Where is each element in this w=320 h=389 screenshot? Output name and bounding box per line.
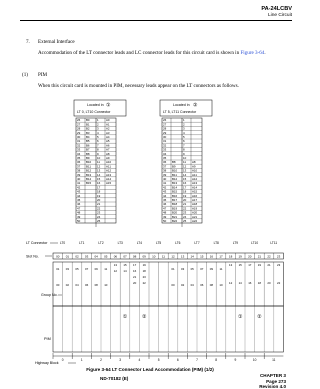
lt-label: LT8 <box>213 241 219 245</box>
pin-cell: A11 <box>106 164 111 169</box>
lt-label: LT0 <box>59 241 66 245</box>
slot-number: 14 <box>190 254 194 259</box>
slot-number: 15 <box>200 254 204 259</box>
lt-connector-label: LT Connector <box>26 241 48 245</box>
group-number: 04 <box>75 283 79 287</box>
group-number: 18 <box>257 281 262 285</box>
pin-cell: 50 <box>163 219 167 223</box>
pin-cell: 37 <box>163 164 167 169</box>
pin-cell: 23 <box>97 210 101 215</box>
group-number: 08 <box>94 283 98 287</box>
group-number: 19 <box>142 263 146 267</box>
footer-revision: Revision 4.0 <box>259 384 286 389</box>
pin-cell: A15 <box>192 189 198 194</box>
highway-area <box>35 353 283 365</box>
pin-cell: B19 <box>172 206 178 211</box>
slot-label: Slot No. <box>26 254 39 259</box>
pin-cell: 14 <box>183 172 187 177</box>
pin-cell: 37 <box>77 164 81 169</box>
group-number: 12 <box>113 269 118 273</box>
group-number: 00 <box>171 283 175 287</box>
group-number: 13 <box>228 263 233 267</box>
lt-label: LT1 <box>79 241 85 245</box>
lt-label: LT5 <box>155 241 162 245</box>
pin-cell: 48 <box>77 210 81 215</box>
highway-label: Highway Block <box>35 361 59 365</box>
group-number: 14 <box>123 269 127 273</box>
group-number: 17 <box>248 263 252 267</box>
pin-cell: 15 <box>183 177 187 181</box>
group-number: 02 <box>180 283 185 287</box>
pin-cell: 24 <box>183 214 187 219</box>
group-label: Group No. <box>41 293 58 297</box>
pin-cell: 19 <box>183 193 187 198</box>
pin-cell: B11 <box>172 172 177 177</box>
pin-cell: 25 <box>97 219 101 223</box>
subsection-text: When this circuit card is mounted in PIM, necessary leads appear on the LT connectors as follows. <box>38 83 239 89</box>
figure-link[interactable]: Figure 3-64 <box>240 50 265 56</box>
pin-cell: 41 <box>163 181 167 186</box>
pin-cell: 49 <box>77 214 81 219</box>
pin-cell: 8 <box>97 147 99 152</box>
pin-cell: B9 <box>172 164 176 169</box>
pin-cell: 35 <box>77 156 81 160</box>
pin-cell: A3 <box>106 130 110 135</box>
group-number: 10 <box>219 283 223 287</box>
pin-cell: B22 <box>172 219 178 223</box>
lt-label: LT4 <box>136 241 143 245</box>
pin-cell: A8 <box>106 151 110 156</box>
pin-cell: 48 <box>163 210 167 215</box>
pin-cell: A9 <box>192 164 196 169</box>
pin-cell: 17 <box>183 185 187 190</box>
highway-number: 6 <box>176 358 179 362</box>
group-number: 16 <box>248 281 252 285</box>
pin-cell: 40 <box>163 177 167 181</box>
slot-number: 04 <box>94 254 98 259</box>
group-number: 18 <box>142 269 146 273</box>
pin-cell: 21 <box>183 202 187 207</box>
lt-label: LT3 <box>117 241 123 245</box>
pim-circle: ① <box>237 314 243 320</box>
group-number: 11 <box>219 267 223 271</box>
pin-cell: 6 <box>97 139 99 144</box>
footer-chapter: CHAPTER 3 <box>259 373 286 378</box>
pin-cell: 17 <box>97 185 101 190</box>
highway-number: 8 <box>215 358 218 362</box>
slot-number: 05 <box>104 254 108 259</box>
pin-cell: B12 <box>86 168 92 173</box>
pin-cell: A2 <box>106 126 110 131</box>
pin-cell: A13 <box>106 172 112 177</box>
group-number: 21 <box>267 263 271 267</box>
group-number: 05 <box>75 267 79 271</box>
pin-cell: B0 <box>86 118 90 123</box>
header-subtitle: Line Circuit <box>268 13 292 18</box>
pin-cell: 4 <box>97 130 99 135</box>
pin-cell: 5 <box>97 135 99 139</box>
slot-number: 17 <box>219 254 223 259</box>
group-number: 00 <box>56 283 60 287</box>
pin-cell: 43 <box>77 189 81 194</box>
pin-cell: 42 <box>77 185 81 190</box>
right-connector-table <box>162 118 202 227</box>
pin-cell: 21 <box>97 202 101 207</box>
slot-number: 11 <box>161 254 165 259</box>
group-number: 23 <box>276 263 281 267</box>
group-number: 06 <box>84 283 89 287</box>
group-number: 17 <box>132 263 137 267</box>
pin-cell: A13 <box>192 181 198 186</box>
footer-page: Page 273 <box>266 379 286 384</box>
pin-cell: 29 <box>77 130 81 135</box>
paragraph-text: Accommodation of the LT connector leads and LC connector leads for this circuit card is shown in <box>38 50 240 56</box>
pin-cell: A1 <box>106 122 110 127</box>
pin-cell: 5 <box>183 135 185 139</box>
pin-cell: B21 <box>172 214 178 219</box>
pin-cell: A0 <box>106 118 110 123</box>
pin-cell: 15 <box>97 177 101 181</box>
pin-cell: 34 <box>77 151 81 156</box>
pin-cell: 46 <box>163 202 167 207</box>
pin-cell: 12 <box>97 164 101 169</box>
group-number: 21 <box>132 275 137 279</box>
slot-number: 02 <box>75 254 79 259</box>
group-number: 07 <box>84 267 89 271</box>
pin-cell: A10 <box>106 160 112 165</box>
pim-circle: ① <box>122 314 128 320</box>
pin-cell: 44 <box>77 193 81 198</box>
pin-cell: 3 <box>183 126 185 131</box>
pin-cell: B7 <box>86 147 90 152</box>
pin-cell: 10 <box>97 156 101 160</box>
pin-cell: 18 <box>97 189 101 194</box>
pin-cell: 22 <box>97 206 101 211</box>
header-title: PA-24LCBV <box>261 6 292 12</box>
pin-cell: A12 <box>106 168 112 173</box>
slot-number: 10 <box>152 254 156 259</box>
pin-cell: 45 <box>163 198 167 202</box>
pin-cell: A8 <box>192 160 196 165</box>
slot-number: 19 <box>238 254 242 259</box>
pin-cell: 30 <box>77 135 81 139</box>
pin-cell: 27 <box>163 122 167 127</box>
pin-cell: 26 <box>77 118 81 123</box>
group-number: 20 <box>267 281 271 285</box>
group-number: 14 <box>238 281 242 285</box>
group-number: 19 <box>257 263 262 267</box>
highway-number: 9 <box>234 358 237 362</box>
slot-number: 00 <box>56 254 60 259</box>
slot-number: 13 <box>180 254 185 259</box>
slot-number: 23 <box>276 254 281 259</box>
pin-cell: 2 <box>183 122 185 127</box>
group-number: 06 <box>200 283 204 287</box>
pin-cell: 25 <box>183 219 187 223</box>
pin-cell: 40 <box>77 177 81 181</box>
pin-cell: A19 <box>192 206 198 211</box>
group-number: 02 <box>65 283 70 287</box>
subsection-heading: PIM <box>38 72 48 78</box>
left-connector-callout <box>74 100 126 116</box>
pin-cell: 20 <box>97 198 101 202</box>
pin-cell: A20 <box>192 210 198 215</box>
pin-cell: 10 <box>183 156 187 160</box>
pin-cell: 11 <box>97 160 101 165</box>
lt-label: LT10 <box>251 241 259 245</box>
pin-cell: 32 <box>163 143 167 148</box>
pin-cell: A11 <box>192 172 197 177</box>
pin-cell: B15 <box>172 189 178 194</box>
pin-cell: B12 <box>172 177 178 181</box>
pin-cell: B20 <box>172 210 178 215</box>
pin-cell: 11 <box>183 160 187 165</box>
pin-cell: 38 <box>77 168 81 173</box>
pin-cell: 18 <box>183 189 187 194</box>
pin-cell: 26 <box>163 118 167 123</box>
highway-number: 2 <box>100 358 102 362</box>
pin-cell: 1 <box>183 118 185 123</box>
pim-circle: ② <box>141 314 147 320</box>
pin-cell: B15 <box>86 181 92 186</box>
pin-cell: 35 <box>163 156 167 160</box>
group-number: 05 <box>190 267 194 271</box>
group-number: 11 <box>104 267 108 271</box>
pin-cell: 3 <box>97 126 99 131</box>
slot-number: 16 <box>209 254 214 259</box>
section-number: 7. <box>26 39 30 45</box>
highway-number: 11 <box>272 358 276 362</box>
group-number: 01 <box>56 267 60 271</box>
paragraph-end: . <box>264 50 266 56</box>
left-connector-table <box>76 118 116 227</box>
pin-cell: 8 <box>183 147 185 152</box>
pin-cell: B9 <box>86 156 90 160</box>
pin-cell: 33 <box>163 147 167 152</box>
pin-cell: B2 <box>86 126 90 131</box>
group-number: 20 <box>132 281 137 285</box>
pin-cell: 41 <box>77 181 81 186</box>
pin-cell: 31 <box>77 139 81 144</box>
pin-cell: 1 <box>97 118 99 123</box>
group-number: 10 <box>104 283 108 287</box>
pin-cell: 44 <box>163 193 167 198</box>
pin-cell: 7 <box>183 143 185 148</box>
group-number: 04 <box>190 283 194 287</box>
figure-caption: Figure 3-64 LT Connector Lead Accommodation (PIM) (1/2) <box>86 367 214 372</box>
group-number: 23 <box>142 275 146 279</box>
slot-number: 06 <box>113 254 118 259</box>
group-number: 03 <box>180 267 185 271</box>
pin-cell: 36 <box>163 160 167 165</box>
group-number: 15 <box>123 263 127 267</box>
group-number: 13 <box>113 263 118 267</box>
lt-label: LT7 <box>194 241 200 245</box>
pin-cell: 38 <box>163 168 167 173</box>
pin-cell: 6 <box>183 139 185 144</box>
group-number: 15 <box>238 263 242 267</box>
pin-cell: 47 <box>163 206 167 211</box>
slot-number: 03 <box>84 254 89 259</box>
lt-label: LT2 <box>98 241 104 245</box>
pin-cell: 42 <box>163 185 167 190</box>
pin-cell: 14 <box>97 172 101 177</box>
pin-cell: A5 <box>106 139 110 144</box>
group-number: 03 <box>65 267 70 271</box>
group-number: 16 <box>132 269 137 273</box>
group-number: 22 <box>142 281 146 285</box>
lt-label: LT11 <box>270 241 278 245</box>
pin-cell: A17 <box>192 198 198 202</box>
pin-cell: A4 <box>106 135 110 139</box>
group-number: 12 <box>228 281 233 285</box>
pin-cell: A6 <box>106 143 110 148</box>
highway-number: 10 <box>252 358 257 362</box>
pin-cell: 24 <box>97 214 101 219</box>
pin-cell: B14 <box>172 185 178 190</box>
pin-cell: B8 <box>86 151 90 156</box>
lt-label: LT9 <box>232 241 239 245</box>
pin-cell: 39 <box>163 172 167 177</box>
pin-cell: 49 <box>163 214 167 219</box>
right-connector-circle: ② <box>193 102 198 109</box>
pin-cell: B4 <box>86 135 90 139</box>
highway-number: 7 <box>196 358 198 362</box>
slot-number: 22 <box>267 254 271 259</box>
slot-number: 12 <box>171 254 175 259</box>
pin-cell: 19 <box>97 193 101 198</box>
pin-cell: 13 <box>183 168 187 173</box>
slot-number: 18 <box>228 254 233 259</box>
footer-doc-id: ND-70182 (E) <box>100 376 129 381</box>
pin-cell: 9 <box>183 151 185 156</box>
pin-cell: A14 <box>192 185 198 190</box>
pin-cell: 28 <box>77 126 81 131</box>
pin-cell: A7 <box>106 147 110 152</box>
subsection-number: (1) <box>22 72 28 78</box>
pin-cell: B18 <box>172 202 178 207</box>
slot-number: 09 <box>142 254 146 259</box>
pin-cell: 50 <box>77 219 81 223</box>
group-number: 08 <box>209 283 214 287</box>
left-connector-circle: ① <box>106 102 111 109</box>
pin-cell: B13 <box>172 181 178 186</box>
group-number: 09 <box>209 267 214 271</box>
highway-number: 5 <box>157 358 160 362</box>
pin-cell: 30 <box>163 135 167 139</box>
pin-cell: A15 <box>106 181 112 186</box>
pin-cell: B17 <box>172 198 178 202</box>
pin-cell: 46 <box>77 202 81 207</box>
pin-cell: 23 <box>183 210 187 215</box>
pin-cell: B1 <box>86 122 90 127</box>
highway-number: 3 <box>119 358 122 362</box>
slot-number: 21 <box>257 254 262 259</box>
pin-cell: B16 <box>172 193 178 198</box>
right-connector-subtitle: LT 5, LT11 Connector <box>163 110 197 114</box>
pin-cell: B11 <box>86 164 91 169</box>
highway-number: 4 <box>138 358 141 362</box>
pin-cell: 29 <box>163 130 167 135</box>
pin-cell: A21 <box>192 214 198 219</box>
slot-number: 20 <box>248 254 252 259</box>
pin-cell: 9 <box>97 151 99 156</box>
pin-cell: 32 <box>77 143 81 148</box>
pin-cell: 2 <box>97 122 99 127</box>
group-number: 09 <box>94 267 98 271</box>
pin-cell: 16 <box>97 181 101 186</box>
pin-cell: 33 <box>77 147 81 152</box>
pin-cell: 27 <box>77 122 81 127</box>
pin-cell: 43 <box>163 189 167 194</box>
highway-number: 0 <box>61 358 64 362</box>
pin-cell: A9 <box>106 156 110 160</box>
lt-connector-row <box>26 241 277 245</box>
pin-cell: 39 <box>77 172 81 177</box>
pin-cell: 31 <box>163 139 167 144</box>
pin-cell: 12 <box>183 164 187 169</box>
pin-cell: B10 <box>86 160 92 165</box>
right-connector-callout <box>160 100 212 116</box>
pin-cell: 28 <box>163 126 167 131</box>
highway-number: 1 <box>80 358 83 362</box>
pin-cell: 47 <box>77 206 81 211</box>
pin-cell: A12 <box>192 177 198 181</box>
section-heading: External Interface <box>38 39 75 45</box>
pin-cell: A10 <box>192 168 198 173</box>
lt-label: LT6 <box>175 241 181 245</box>
group-area <box>41 262 283 306</box>
pin-cell: 4 <box>183 130 185 135</box>
pin-cell: B8 <box>172 160 176 165</box>
pin-cell: 34 <box>163 151 167 156</box>
slot-number: 07 <box>123 254 127 259</box>
pin-cell: 16 <box>183 181 187 186</box>
pin-cell: B5 <box>86 139 90 144</box>
slot-number: 01 <box>65 254 70 259</box>
pim-area <box>44 306 283 352</box>
pin-cell: 36 <box>77 160 81 165</box>
pin-cell: B6 <box>86 143 90 148</box>
pin-cell: B10 <box>172 168 178 173</box>
slot-row <box>26 253 283 259</box>
pin-cell: B13 <box>86 172 92 177</box>
pin-cell: A18 <box>192 202 198 207</box>
pim-label: PIM <box>44 337 51 341</box>
left-connector-subtitle: LT 0, LT10 Connector <box>77 110 111 114</box>
pin-cell: A14 <box>106 177 112 181</box>
pin-cell: 45 <box>77 198 81 202</box>
group-number: 22 <box>276 281 281 285</box>
group-number: 07 <box>200 267 204 271</box>
group-number: 01 <box>171 267 175 271</box>
pim-circle: ② <box>257 314 262 320</box>
pin-cell: A16 <box>192 193 198 198</box>
slot-number: 08 <box>132 254 137 259</box>
right-connector-title: Located in <box>173 103 190 107</box>
pin-cell: B3 <box>86 130 90 135</box>
pin-cell: A22 <box>192 219 198 223</box>
pin-cell: 22 <box>183 206 187 211</box>
pin-cell: B14 <box>86 177 92 181</box>
left-connector-title: Located in <box>87 103 104 107</box>
pin-cell: 7 <box>97 143 99 148</box>
pin-cell: 20 <box>183 198 187 202</box>
pin-cell: 13 <box>97 168 101 173</box>
